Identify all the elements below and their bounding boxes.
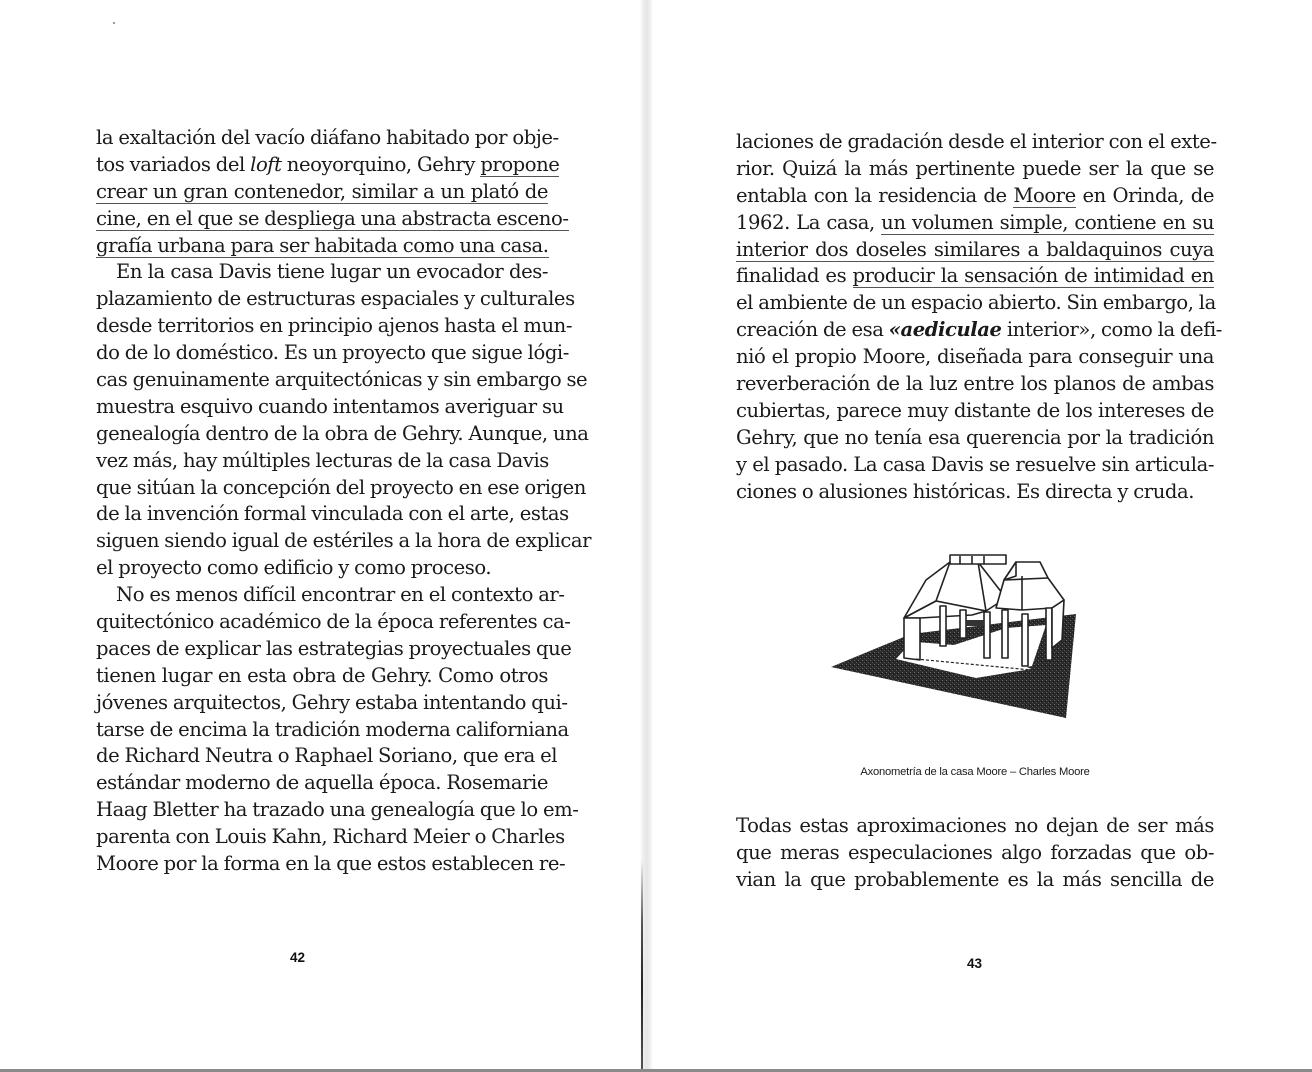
text-segment: laciones de gradación desde el interior con el exte- [736,130,1217,153]
text-segment: ciones o alusiones históricas. Es directa y cruda. [736,479,1194,503]
text-line [96,259,548,286]
text-line [736,840,1214,867]
text-line [96,717,569,744]
text-line [96,448,548,475]
moore-house-axonometric-figure [826,548,1096,724]
text-line [96,555,548,582]
underlined-text: un volumen simple, contiene en su [881,210,1215,234]
text-segment: vian la que probablemente es la más sencilla de [736,867,1214,891]
text-segment: de la invención formal vinculada con el arte, estas [96,502,569,526]
text-line [736,452,1214,479]
page-number-right: 43 [967,956,983,971]
column [1002,610,1008,658]
text-segment: creación de esa [736,318,889,342]
text-segment: el ambiente de un espacio abierto. Sin embargo, la [736,291,1216,315]
column [1022,614,1028,666]
text-line [96,233,548,260]
text-segment: la exaltación del vacío diáfano habitado por obje- [96,126,559,149]
text-line [96,286,575,313]
text-segment: que meras especulaciones algo forzadas que ob- [736,840,1214,864]
canopy-roof-right [996,562,1064,610]
column [984,612,990,658]
text-line [96,367,588,394]
text-segment: «aediculae [888,318,1002,342]
text-segment: y el pasado. La casa Davis se resuelve sin articula- [736,452,1214,476]
column [1046,608,1052,660]
text-segment: No es menos difícil encontrar en el contexto ar- [116,583,565,607]
text-line [736,317,1222,344]
underlined-text: propone [480,152,560,176]
roof-lantern [950,555,1006,564]
text-line [96,528,591,555]
text-line [736,867,1214,894]
text-line [736,237,1214,264]
text-line [96,206,569,233]
text-segment: plazamiento de estructuras espaciales y culturales [96,287,575,311]
text-line [96,690,568,717]
text-line [736,371,1214,398]
text-segment: reverberación de la luz entre los planos de ambas [736,372,1214,396]
text-segment: entabla con la residencia de [736,183,1014,207]
text-segment: tienen lugar en esta obra de Gehry. Como otros [96,663,548,687]
text-line [96,475,586,502]
page-number-left: 42 [290,950,306,965]
text-line [96,743,558,770]
text-line [96,340,569,367]
text-line [96,824,565,851]
text-segment: tos variados del [96,152,251,176]
text-segment: neoyorquino, Gehry [281,152,481,176]
text-line [736,398,1214,425]
text-line [96,851,566,878]
text-line [96,663,548,690]
text-segment: Todas estas aproximaciones no dejan de ser más [736,814,1214,837]
text-line [736,263,1214,290]
text-line [736,813,1214,840]
text-segment: vez más, hay múltiples lecturas de la casa Davis [96,448,549,472]
text-segment: el proyecto como edificio y como proceso. [96,556,492,580]
underlined-text: producir la sensación de intimidad en [852,264,1214,288]
text-line [736,129,1217,156]
text-line [96,313,572,340]
right-page-body-continued [736,813,1214,894]
text-segment: En la casa Davis tiene lugar un evocador des- [116,260,548,284]
text-segment: genealogía dentro de la obra de Gehry. Aunque, una [96,421,589,445]
text-segment: tarse de encima la tradición moderna californiana [96,717,569,741]
text-segment: loft [250,152,282,176]
left-page [0,0,640,1072]
text-segment: cubiertas, parece muy distante de los intereses de [736,398,1214,422]
text-line [96,179,548,206]
text-segment: 1962. La casa, [736,210,882,234]
underlined-text: cine, en el que se despliega una abstracta esceno- [96,206,569,230]
underlined-text: grafía urbana para ser habitada como una casa. [96,233,549,257]
text-segment: rior. Quizá la más pertinente puede ser la que se [736,156,1214,180]
text-line [96,152,560,179]
text-segment: jóvenes arquitectos, Gehry estaba intentando qui- [96,690,568,714]
text-segment: do de lo doméstico. Es un proyecto que sigue lógi- [96,341,569,365]
right-page-body [736,129,1222,505]
text-line [96,770,548,797]
text-line [736,479,1214,506]
underlined-text: interior dos doseles similares a baldaquinos cuya [736,237,1214,261]
text-line [96,797,579,824]
text-segment: muestra esquivo cuando intentamos averiguar su [96,394,564,418]
text-segment: finalidad es [736,264,853,288]
text-segment: de Richard Neutra o Raphael Soriano, que era el [96,744,558,768]
text-segment: que sitúan la concepción del proyecto en ese origen [96,475,586,499]
left-page-body [96,125,591,878]
text-line [736,425,1214,452]
text-segment: parenta con Louis Kahn, Richard Meier o Charles [96,825,565,849]
text-line [736,156,1214,183]
underlined-text: crear un gran contenedor, similar a un plató de [96,179,548,203]
text-line [96,421,589,448]
text-segment: estándar moderno de aquella época. Rosemarie [96,771,548,795]
text-segment: Gehry, que no tenía esa querencia por la tradición [736,425,1214,449]
column [940,606,946,646]
text-segment: interior», como la defi- [1001,318,1222,342]
text-line [736,210,1214,237]
text-line [96,636,572,663]
text-segment: Haag Bletter ha trazado una genealogía que lo em- [96,798,579,822]
text-line [96,125,559,152]
text-segment: siguen siendo igual de estériles a la hora de explicar [96,529,591,553]
underlined-text: Moore [1013,183,1076,207]
text-line [736,290,1214,317]
text-line [736,183,1214,210]
column [960,610,966,638]
text-line [96,501,569,528]
text-line [736,344,1214,371]
text-segment: quitectónico académico de la época referentes ca- [96,610,571,634]
text-segment: cas genuinamente arquitectónicas y sin embargo se [96,368,588,392]
text-segment: paces de explicar las estrategias proyectuales que [96,636,572,660]
gutter-crease [641,860,643,1072]
figure-caption: Axonometría de la casa Moore – Charles Moore [860,766,1090,778]
text-segment: desde territorios en principio ajenos hasta el mun- [96,314,572,338]
text-line [96,394,564,421]
text-segment: Moore por la forma en la que estos establecen re- [96,852,566,876]
text-segment: nió el propio Moore, diseñada para conseguir una [736,345,1214,369]
text-line [96,609,571,636]
speck [113,22,115,24]
text-line [96,582,565,609]
text-segment: en Orinda, de [1075,183,1214,207]
axonometric-drawing [826,548,1096,724]
